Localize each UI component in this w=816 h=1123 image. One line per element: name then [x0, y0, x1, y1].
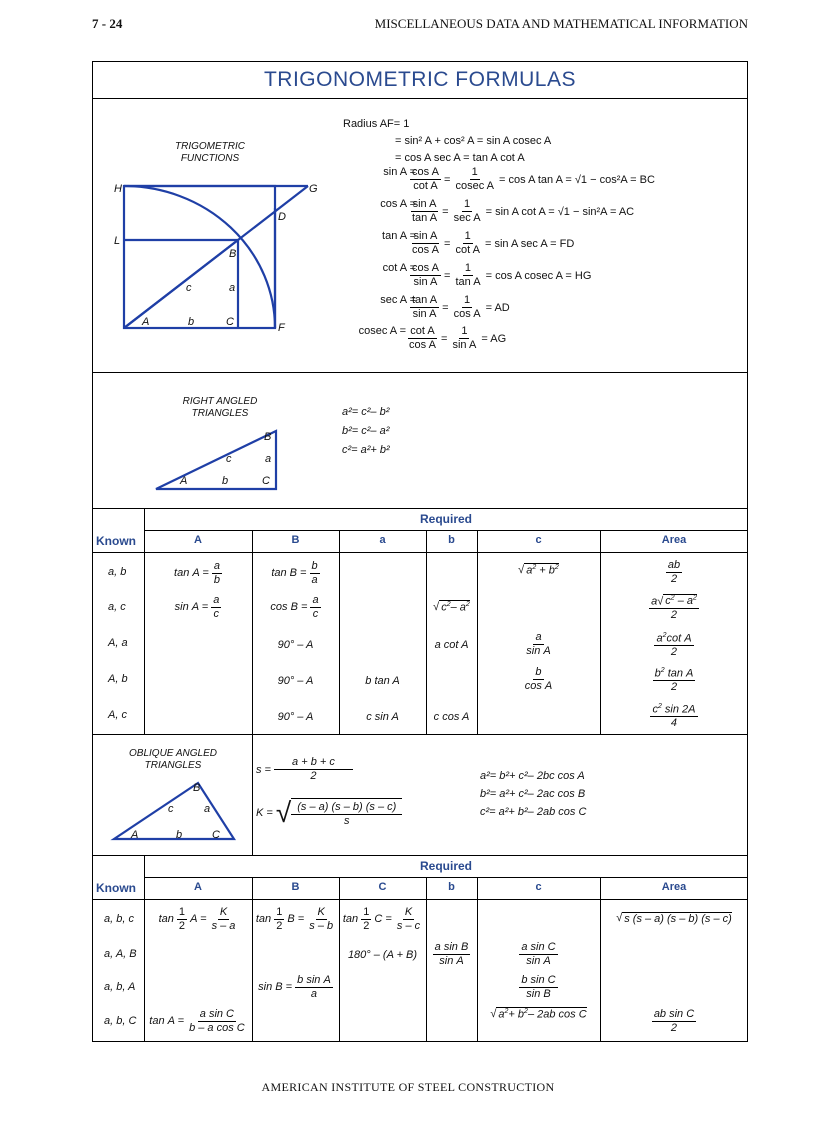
divider [92, 372, 748, 373]
trig-label: TRIGOMETRIC FUNCTIONS [175, 141, 245, 164]
table2-cell: tan A = $\frac{\text{a sin C}}{\text{b – a cos C}}$ [149, 1007, 245, 1034]
table1-col-b: b [448, 534, 455, 546]
identity-line-2: = cos A sec A = tan A cot A [395, 152, 525, 164]
right-eq-3: c²= a²+ b² [342, 444, 390, 456]
fig-label-f: F [278, 322, 285, 334]
right-triangle-figure [150, 425, 280, 495]
table2-cell: $\frac{\text{ab sin C}}{2}$ [653, 1007, 695, 1034]
tan-lhs: tan A = [382, 230, 416, 242]
table1-cell: $\frac{ab}{2}$ [667, 558, 681, 585]
k-formula: K = √ $\frac{(s - a) (s - b) (s - c)}{s}$ [256, 798, 402, 828]
table2-col-A: A [194, 881, 202, 893]
oblique-eq-3: c²= a²+ b²– 2ab cos C [480, 806, 587, 818]
table2-cell: sin B = $\frac{\text{b sin A}}{a}$ [258, 973, 331, 1000]
table2-known-header: Known [96, 881, 136, 895]
rt-label-b: b [222, 475, 229, 487]
rt-label-c: c [226, 453, 232, 465]
table2-cell: √ $a^2+ b^2-$ 2ab cos C [490, 1008, 587, 1021]
table1-cell: √ $c^2-$ $a^2$ [433, 601, 470, 614]
line-ag [124, 186, 308, 328]
table1-cell: c sin A [366, 711, 399, 723]
table1-cell: b tan A [365, 675, 400, 687]
table2-cell: tan $\frac{1}{2}$ A = $\frac{K}{s - a}$ [158, 905, 236, 932]
cos-lhs: cos A = [380, 198, 416, 210]
table1-cell: $\frac{b}{\text{cos A}}$ [524, 665, 553, 692]
table2-col-area: Area [661, 881, 687, 893]
ob-label-c: c [168, 803, 174, 815]
table1-known-header: Known [96, 534, 136, 548]
table2-known: a, b, c [104, 913, 134, 925]
arc [124, 186, 275, 328]
table2-known: a, b, C [104, 1015, 137, 1027]
table1-cell: a cot A [434, 639, 469, 651]
table1-cell: cos B = $\frac{a}{c}$ [270, 593, 319, 620]
sin-lhs: sin A = [383, 166, 416, 178]
s-formula: s = $\frac{a + b + c}{2}$ [256, 756, 353, 783]
right-eq-1: a²= c²– b² [342, 406, 390, 418]
sec-lhs: sec A = [380, 294, 416, 306]
ob-label-a: a [204, 803, 211, 815]
fig-label-d: D [278, 211, 286, 223]
fig-label-h: H [114, 183, 122, 195]
table2-col-rule [252, 877, 253, 1042]
cot-lhs: cot A = [382, 262, 416, 274]
fig-label-b2: b [188, 316, 195, 328]
oblique-col-rule [252, 734, 253, 855]
tan-formula: $\frac{\text{sin A}}{\text{cos A}}$ = $\frac{1}{\text{cot A}}$ = sin A sec A = FD [412, 230, 575, 256]
rt-label-A: A [180, 475, 188, 487]
page-title: TRIGONOMETRIC FORMULAS [263, 68, 576, 91]
divider [92, 734, 748, 735]
right-eq-2: b²= c²– a² [342, 425, 390, 437]
cot-formula: $\frac{\text{cos A}}{\text{sin A}}$ = $\frac{1}{\text{tan A}}$ = cos A cosec A = HG [412, 262, 592, 288]
divider [92, 855, 748, 856]
table1-known: A, c [108, 709, 127, 721]
identity-line-1: = sin² A + cos² A = sin A cosec A [395, 135, 552, 147]
cosec-lhs: cosec A = [358, 325, 406, 337]
table2-col-b: b [448, 881, 455, 893]
oblique-eq-2: b²= a²+ c²– 2ac cos B [480, 788, 586, 800]
table2-rule [92, 899, 748, 900]
table1-known: a, b [108, 566, 127, 578]
fig-label-g: G [309, 183, 318, 195]
table1-cell: $\frac{b^2 \tan A}{2}$ [600, 662, 748, 696]
table1-rule [92, 552, 748, 553]
section-title: MISCELLANEOUS DATA AND MATHEMATICAL INFORMATION [374, 16, 748, 31]
table1-cell: 90° – A [277, 639, 314, 651]
table1-known: a, c [108, 601, 126, 613]
table1-col-a: a [379, 534, 386, 546]
footer-publisher: AMERICAN INSTITUTE OF STEEL CONSTRUCTION [261, 1080, 555, 1094]
table2-rule [144, 877, 748, 878]
square-outline [124, 186, 275, 328]
table1-required: Required [419, 512, 472, 526]
sec-formula: $\frac{\text{tan A}}{\text{sin A}}$ = $\frac{1}{\text{cos A}}$ = AD [412, 294, 510, 320]
table2-cell: $\frac{\text{b sin C}}{\text{sin B}}$ [521, 973, 556, 1000]
table1-cell: $\frac{a^2\cot A}{2}$ [600, 627, 748, 661]
rt-label-C: C [262, 475, 270, 487]
table1-col-B: B [291, 534, 300, 546]
table2-known: a, b, A [104, 981, 136, 993]
table2-cell: $\frac{\text{a sin B}}{\text{sin A}}$ [434, 940, 469, 967]
cosec-formula: $\frac{\text{cot A}}{\text{cos A}}$ = $\frac{1}{\text{sin A}}$ = AG [409, 325, 507, 351]
table2-cell: tan $\frac{1}{2}$ C = $\frac{K}{s - c}$ [342, 905, 421, 932]
oblique-eq-1: a²= b²+ c²– 2bc cos A [480, 770, 585, 782]
table1-col-c: c [535, 534, 542, 546]
unit-circle-figure [108, 178, 318, 338]
rt-label-B: B [264, 431, 272, 443]
fig-label-a: a [229, 282, 236, 294]
table1-cell: $\frac{a}{\text{sin A}}$ [526, 630, 551, 657]
table1-cell: sin A = $\frac{a}{c}$ [174, 593, 220, 620]
table2-cell: tan $\frac{1}{2}$ B = $\frac{K}{s - b}$ [255, 905, 334, 932]
fig-label-A: A [142, 316, 150, 328]
ob-label-b: b [176, 829, 183, 841]
table1-rule [144, 530, 748, 531]
ob-label-A: A [131, 829, 139, 841]
table2-col-C: C [378, 881, 387, 893]
table1-cell: √ $a^2 + b^2$ [518, 564, 559, 577]
table1-cell: 90° – A [277, 675, 314, 687]
right-triangle-label: RIGHT ANGLED TRIANGLES [182, 396, 258, 419]
table2-cell: $\frac{\text{a sin C}}{\text{sin A}}$ [521, 940, 556, 967]
table2-known: a, A, B [104, 948, 137, 960]
table2-col-B: B [291, 881, 300, 893]
table1-cell: tan A = $\frac{a}{b}$ [174, 559, 220, 586]
fig-label-C: C [226, 316, 234, 328]
fig-label-b: B [229, 248, 237, 260]
ob-label-B: B [193, 782, 201, 794]
fig-label-l: L [114, 235, 121, 247]
divider [92, 98, 748, 99]
cos-formula: $\frac{\text{sin A}}{\text{tan A}}$ = $\frac{1}{\text{sec A}}$ = sin A cot A = √1 − sin²A = AC [412, 198, 635, 224]
ob-label-C: C [212, 829, 220, 841]
table1-col-rule [426, 530, 427, 734]
table1-cell: c cos A [433, 711, 470, 723]
divider [92, 508, 748, 509]
table2-cell: √ s (s – a) (s – b) (s – c) [616, 912, 732, 925]
oblique-label: OBLIQUE ANGLED TRIANGLES [129, 748, 217, 771]
table1-cell: $\frac{a√ c^2 - a^2}{2}$ [600, 590, 748, 624]
table2-required: Required [419, 859, 472, 873]
table1-cell: 90° – A [277, 711, 314, 723]
table1-col-area: Area [661, 534, 687, 546]
radius-line: Radius AF= 1 [343, 118, 410, 130]
table1-cell: $\frac{c^2 \sin 2A}{4}$ [600, 698, 748, 732]
table1-cell: tan B = $\frac{b}{a}$ [271, 559, 318, 586]
page-number: 7 - 24 [92, 16, 123, 31]
table1-known: A, a [108, 637, 128, 649]
table1-known: A, b [108, 673, 128, 685]
fig-label-c: c [186, 282, 192, 294]
table2-col-c: c [535, 881, 542, 893]
rt-label-a: a [265, 453, 272, 465]
table1-col-rule [339, 530, 340, 734]
table1-col-A: A [194, 534, 202, 546]
sin-formula: $\frac{\text{cos A}}{\text{cot A}}$ = $\frac{1}{\text{cosec A}}$ = cos A tan A = √1 − cos²A = BC [412, 166, 655, 192]
table2-cell: 180° – (A + B) [347, 949, 418, 961]
